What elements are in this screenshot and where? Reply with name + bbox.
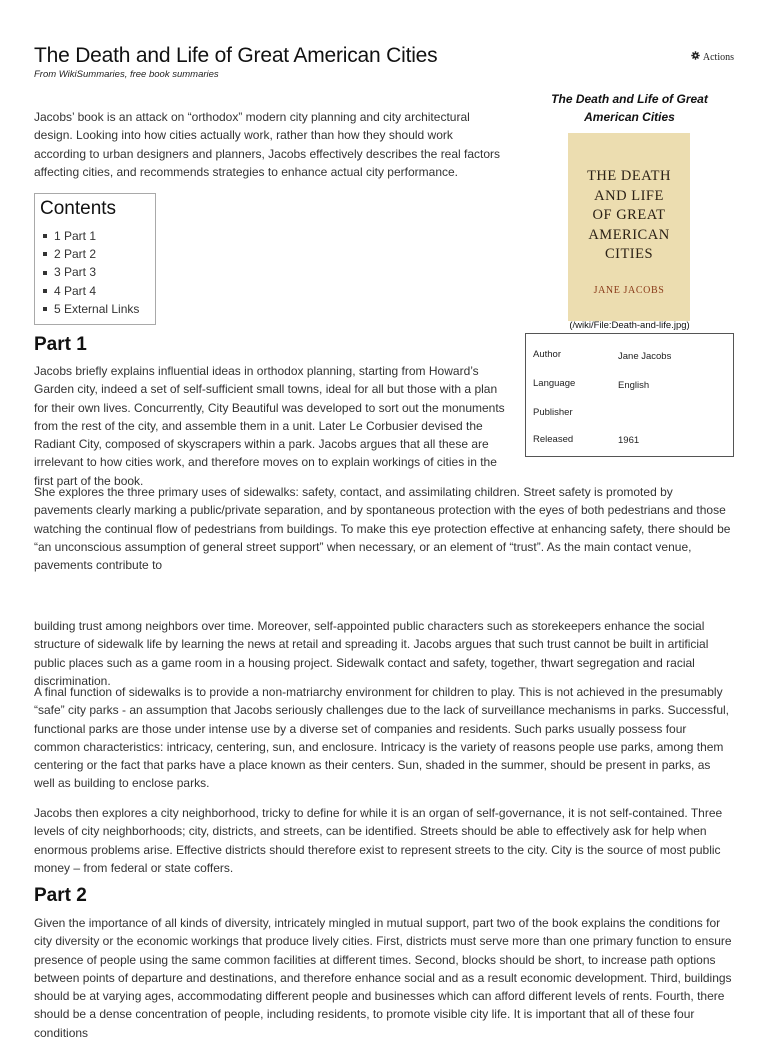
gear-icon xyxy=(691,51,700,63)
part-1-paragraph-1: Jacobs briefly explains influential ideas in orthodox planning, starting from Howard’s Garden city, indeed a set of self-sufficient small towns, ideal for all but those with a plan for their own lives. Concurrently, City Beautiful was developed to sort out the monuments from the rest of the city, and assemble them in a unit. Later Le Corbusier devised the Radiant City, composed of skyscrapers within a park. Jacobs argues that all these are irrelevant to how cities work, and therefore moves on to explain workings of cities in the first part of the book. xyxy=(34,364,505,488)
page-subtitle: From WikiSummaries, free book summaries xyxy=(34,69,219,80)
intro-paragraph: Jacobs’ book is an attack on “orthodox” modern city planning and city architectural design. Looking into how cities actually work, rather than how they should work according to urban designers and planners, Jacobs effectively describes the real factors affecting cities, and recommends strategies to enhance actual city performance. xyxy=(34,110,501,179)
toc-item-part-3[interactable]: 3 Part 3 xyxy=(40,263,150,281)
cover-title: THE DEATH AND LIFE OF GREAT AMERICAN CITIES xyxy=(587,168,671,262)
part-1-paragraph-3: building trust among neighbors over time. Moreover, self-appointed public characters such as storekeepers enhance the social structure of sidewalk life by learning the news at retail and spreading it. Jacobs argues that such trust cannot be built in artificial public places such as a game room in a housing project. Sidewalk contact and safety, together, thwart segregation and racial discrimination. xyxy=(34,619,709,688)
part-2-paragraph-1: Given the importance of all kinds of diversity, intricately mingled in mutual support, part two of the book explains the conditions for city diversity or the economic workings that produce lively cities. First, districts must serve more than one primary function to ensure presence of people using the same common facilities at different times. Second, blocks should be short, to increase path options between points of departure and destinations, and therefore enhance social and as a result economic development. Third, buildings should be at varying ages, accommodating different people and businesses which can afford different levels of rents. Fourth, there should be a dense concentration of people, including residents, to promote visible city life. It is important that all of these four conditions xyxy=(34,916,732,1040)
actions-label: Actions xyxy=(702,51,734,63)
part-1-paragraph-4: A final function of sidewalks is to provide a non-matriarchy environment for children to play. This is not achieved in the presumably “safe” city parks - an assumption that Jacobs seriously challenges due to the lack of surveillance mechanisms in parks. Successful, functional parks are those under intense use by a diverse set of companies and residents. Such parks usually possess four common characteristics: intricacy, centering, sun, and enclosure. Intricacy is the variety of reasons people use parks, among them centering or the fact that parks have a place known as their centers. Sun, shaded in the summer, should be present in parks, as well as building to enclose parks. xyxy=(34,685,729,791)
part-1-heading: Part 1 xyxy=(34,334,87,355)
toc-item-part-1[interactable]: 1 Part 1 xyxy=(40,227,150,245)
cover-author: JANE JACOBS xyxy=(593,284,665,296)
table-of-contents xyxy=(34,193,156,325)
book-cover-image[interactable] xyxy=(568,133,690,321)
toc-title: Contents xyxy=(40,198,117,219)
image-caption-link[interactable]: (/wiki/File:Death-and-life.jpg) xyxy=(569,320,690,331)
toc-item-part-2[interactable]: 2 Part 2 xyxy=(40,245,150,263)
infobox-caption: The Death and Life of Great American Cities xyxy=(551,92,708,124)
part-1-paragraph-2: She explores the three primary uses of sidewalks: safety, contact, and assimilating children. Street safety is promoted by pavements clearly marking a public/private separation, and by spontaneous protection with the eyes of both pedestrians and those watching the continual flow of pedestrians from buildings. To make this eye protection effective at enhancing safety, there should be “an unconscious assumption of general street support” when necessary, or an element of “trust”. As the main contact venue, pavements contribute to xyxy=(34,485,731,573)
part-2-heading: Part 2 xyxy=(34,885,87,906)
page-title: The Death and Life of Great American Cities xyxy=(34,44,438,67)
infobox-table: Author Jane Jacobs Language English Publisher Released 1961 xyxy=(525,333,734,457)
toc-item-part-4[interactable]: 4 Part 4 xyxy=(40,282,150,300)
toc-item-external-links[interactable]: 5 External Links xyxy=(40,300,150,318)
actions-menu[interactable] xyxy=(691,51,734,63)
part-1-paragraph-5: Jacobs then explores a city neighborhood, tricky to define for while it is an organ of self-governance, it is not self-contained. Three levels of city neighborhoods; city, districts, and streets, can be identified. Streets should be able to effectively ask for help when enormous problems arise. Effective districts should therefore exist to represent streets to the city. City is the source of most public money – from federal or state coffers. xyxy=(34,806,723,875)
